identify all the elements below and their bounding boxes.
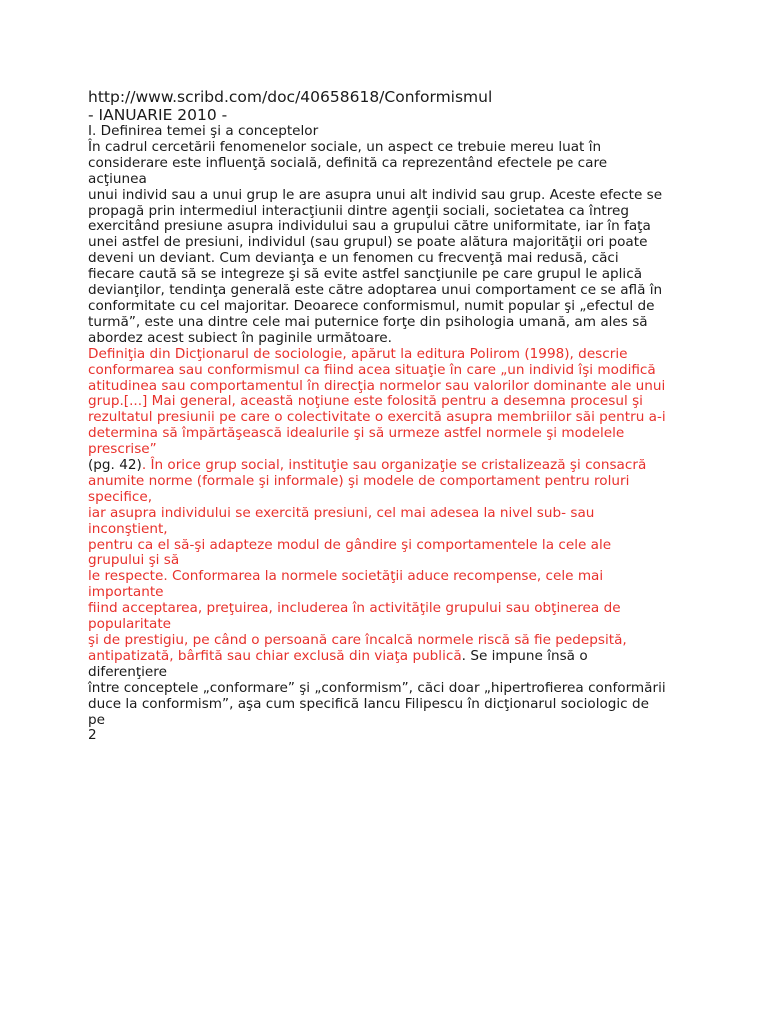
text-line (88, 728, 688, 744)
text-line (88, 697, 688, 713)
text-segment: deveni un deviant. Cum devianţa e un fenomen cu frecvenţă mai redusă, căci (88, 250, 619, 267)
text-line (88, 235, 688, 251)
text-line (88, 172, 688, 188)
quoted-text-segment: determina să împărtăşească idealurile şi să urmeze astfel normele şi modelele (88, 425, 625, 442)
text-line (88, 156, 688, 172)
text-line (88, 649, 688, 665)
quoted-text-segment: prescrise” (88, 441, 157, 458)
quoted-text-segment: antipatizată, bârfită sau chiar exclusă din viaţa publică (88, 647, 462, 664)
text-line (88, 204, 688, 220)
text-segment: exercitând presiune asupra individului sau a grupului către uniformitate, iar în faţa (88, 218, 651, 235)
text-line (88, 283, 688, 299)
text-line (88, 490, 688, 506)
text-line (88, 553, 688, 569)
text-segment: unei astfel de presiuni, individul (sau grupul) se poate alătura majorităţii ori poate (88, 234, 648, 251)
quoted-text-segment: conformarea sau conformismul ca fiind acea situaţie în care „un individ îşi modifică (88, 361, 656, 378)
quoted-text-segment: şi de prestigiu, pe când o persoană care încalcă normele riscă să fie pedepsită, (88, 632, 627, 648)
text-segment: În cadrul cercetării fenomenelor sociale, un aspect ce trebuie mereu luat în (88, 138, 602, 155)
text-line (88, 442, 688, 458)
text-segment: propagă prin intermediul interacţiunii dintre agenţii sociali, societatea ca întreg (88, 202, 630, 219)
quoted-text-segment: specifice, (88, 488, 153, 505)
text-line (88, 251, 688, 267)
text-line (88, 267, 688, 283)
text-line (88, 681, 688, 697)
text-line (88, 140, 688, 156)
text-line (88, 601, 688, 617)
text-segment: I. Definirea temei şi a conceptelor (88, 123, 319, 139)
text-line (88, 379, 688, 395)
text-segment: devianţilor, tendinţa generală este către adoptarea unui comportament ce se află în (88, 282, 663, 299)
quoted-text-segment: anumite norme (formale şi informale) şi modele de comportament pentru roluri (88, 472, 630, 489)
quoted-text-segment: popularitate (88, 616, 172, 633)
text-line (88, 124, 688, 140)
text-segment: (pg. 42) (88, 457, 142, 474)
text-line (88, 299, 688, 315)
quoted-text-segment: importante (88, 584, 164, 601)
quoted-text-segment: . În orice grup social, instituţie sau organizaţie se cristalizează şi consacră (141, 457, 647, 474)
text-segment: între conceptele „conformare” şi „conformism”, căci doar „hipertrofierea conformării (88, 679, 666, 696)
text-line (88, 458, 688, 474)
text-segment: diferenţiere (88, 663, 167, 680)
text-line (88, 315, 688, 331)
text-line (88, 426, 688, 442)
quoted-text-segment: le respecte. Conformarea la normele societăţii aduce recompense, cele mai (88, 568, 604, 585)
text-line (88, 538, 688, 554)
text-segment: fiecare caută să se integreze şi să evite astfel sancţiunile pe care grupul le aplică (88, 266, 643, 283)
text-line (88, 506, 688, 522)
text-segment: . Se impune însă o (461, 647, 588, 664)
quoted-text-segment: grup.[...] Mai general, această noţiune este folosită pentru a desemna procesul şi (88, 393, 643, 410)
text-line (88, 394, 688, 410)
text-segment: pe (88, 711, 105, 728)
quoted-text-segment: rezultatul presiunii pe care o colectivitate o exercită asupra membriilor săi pentru a-i (88, 409, 666, 426)
quoted-text-segment: inconştient, (88, 520, 168, 537)
text-segment: duce la conformism”, aşa cum specifică Iancu Filipescu în dicţionarul sociologic de (88, 695, 649, 712)
text-segment: conformitate cu cel majoritar. Deoarece conformismul, numit popular şi „efectul de (88, 297, 655, 314)
quoted-text-segment: iar asupra individului se exercită presiuni, cel mai adesea la nivel sub- sau (88, 504, 595, 521)
text-line (88, 363, 688, 379)
text-line (88, 633, 688, 649)
text-segment: 2 (88, 727, 97, 744)
text-line (88, 617, 688, 633)
text-segment: turmă”, este una dintre cele mai puternice forţe din psihologia umană, am ales să (88, 313, 648, 330)
text-line (88, 474, 688, 490)
text-line (88, 188, 688, 204)
text-line (88, 585, 688, 601)
text-line (88, 713, 688, 729)
text-line (88, 331, 688, 347)
text-segment: unui individ sau a unui grup le are asupra unui alt individ sau grup. Aceste efecte se (88, 186, 663, 203)
quoted-text-segment: fiind acceptarea, preţuirea, includerea în activităţile grupului sau obţinerea de (88, 600, 621, 617)
document-page (88, 88, 688, 744)
text-line (88, 665, 688, 681)
document-date: - IANUARIE 2010 - (88, 106, 228, 124)
text-line (88, 522, 688, 538)
document-body (88, 124, 688, 744)
quoted-text-segment: Definiţia din Dicţionarul de sociologie, apărut la editura Polirom (1998), descrie (88, 345, 628, 362)
text-segment: considerare este influenţă socială, definită ca reprezentând efectele pe care (88, 154, 608, 171)
text-line (88, 410, 688, 426)
text-line (88, 219, 688, 235)
quoted-text-segment: pentru ca el să-şi adapteze modul de gândire şi comportamentele la cele ale (88, 536, 612, 553)
text-line (88, 347, 688, 363)
text-segment: abordez acest subiect în paginile următoare. (88, 329, 392, 346)
text-segment: acţiunea (88, 170, 147, 187)
quoted-text-segment: grupului şi să (88, 552, 180, 569)
quoted-text-segment: atitudinea sau comportamentul în direcţia normelor sau valorilor dominante ale unui (88, 377, 666, 394)
text-line (88, 569, 688, 585)
source-url: http://www.scribd.com/doc/40658618/Conformismul (88, 88, 493, 106)
document-header (88, 88, 688, 124)
